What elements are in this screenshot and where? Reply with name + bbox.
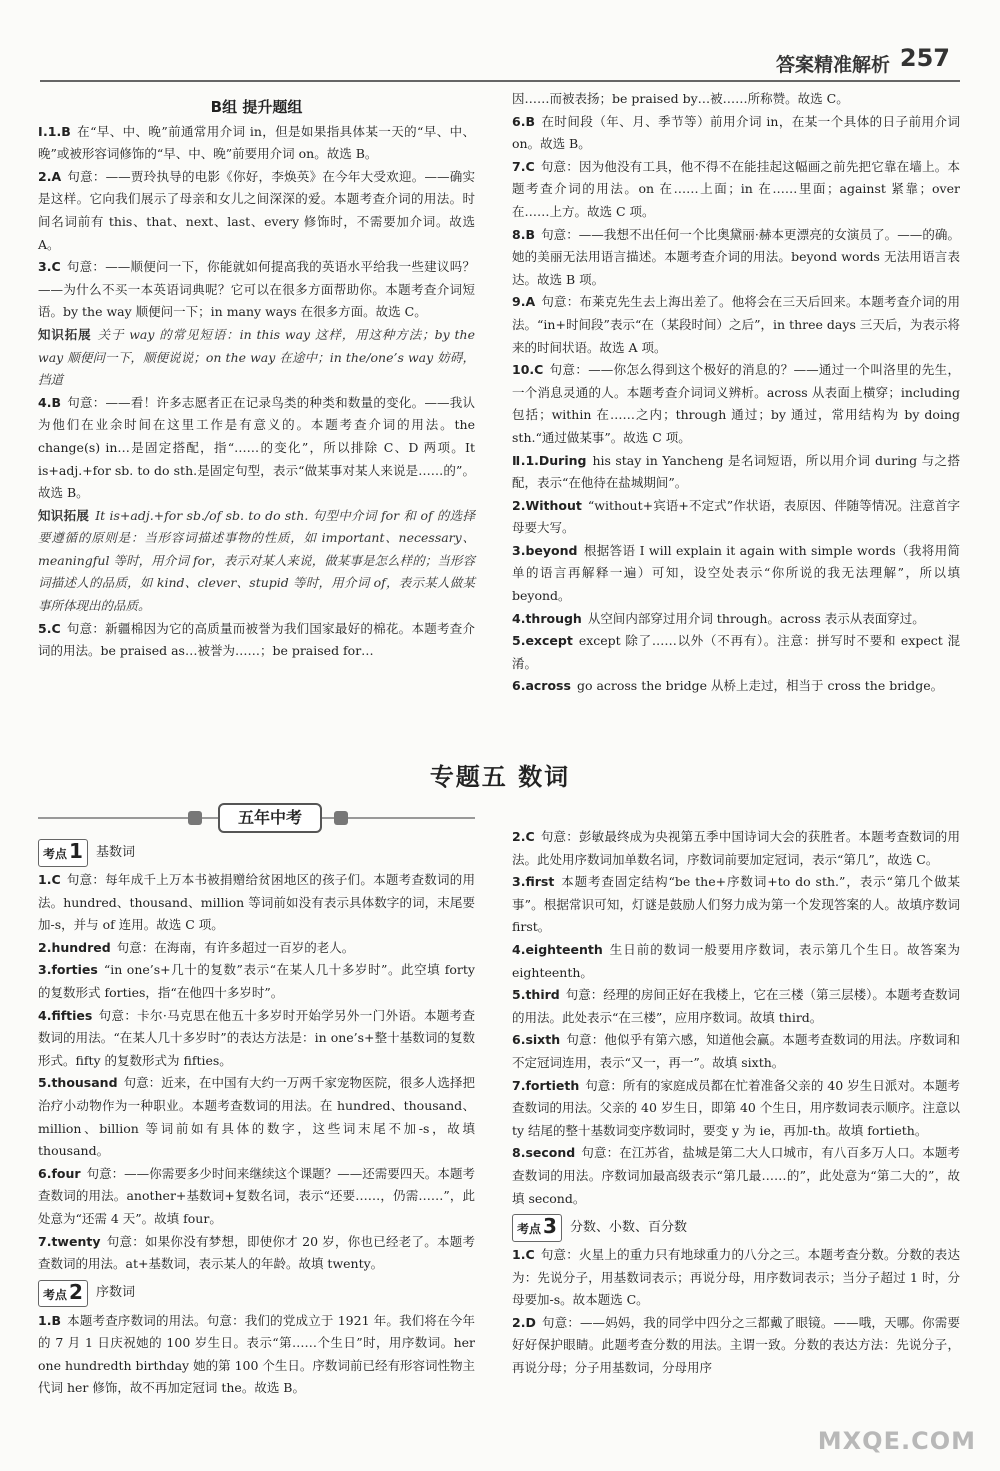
answer-entry: 2.C 句意：彭敏最终成为央视第五季中国诗词大会的获胜者。本题考查数词的用法。此处用序数词加单数名词，序数词前要加定冠词，表示“第几”，故选 C。: [512, 829, 960, 867]
topic-title: 专题五 数词: [429, 763, 571, 791]
answer-entry: 2.A 句意：——贾玲执导的电影《你好，李焕英》在今年大受欢迎。——确实是这样。它向我们展示了母亲和女儿之间深深的爱。本题考查介词的用法。时间名词前有 this、that、next、last、every 修饰时，不需要加介词。故选 A。: [38, 168, 475, 252]
answer-entry: 6.sixth 句意：他似乎有第六感，知道他会赢。本题考查数词的用法。序数词和不定冠词连用，表示“又一，再一”。故填 sixth。: [512, 1032, 960, 1070]
header-divider: [40, 80, 960, 82]
answer-entry: 3.beyond 根据答语 I will explain it again with simple words（我将用简单的语言再解释一遍）可知，设空处表示“你所说的我无法理解”，所以填 beyond。: [512, 542, 960, 604]
answer-entry: 因……而被表扬；be praised by…被……所称赞。故选 C。: [512, 91, 849, 106]
answer-entry: 4.eighteenth 生日前的数词一般要用序数词，表示第几个生日。故答案为 eighteenth。: [512, 941, 960, 980]
answer-entry: 2.D 句意：——妈妈，我的同学中四分之三都戴了眼镜。——哦，天哪。你需要好好保护眼睛。此题考查分数的用法。主谓一致。分数的表达方法：先说分子，再说分母；分子用基数词，分母用序: [512, 1314, 960, 1376]
page-header: [0, 44, 1000, 88]
answer-entry: 2.hundred 句意：在海南，有许多超过一百岁的老人。: [38, 939, 355, 955]
banner-label: 五年中考: [218, 803, 322, 833]
header-title: 答案精准解析: [775, 54, 890, 76]
numerals-right-column: [512, 826, 960, 1380]
answer-entry: 3.forties “in one’s+几十的复数”表示“在某人几十多岁时”。此空填 forty 的复数形式 forties，指“在他四十多岁时”。: [38, 962, 475, 1000]
square-icon: [334, 811, 348, 825]
answer-entry: 5.third 句意：经理的房间正好在我楼上，它在三楼（第三层楼）。本题考查数词的用法。此处表示“在三楼”，应用序数词。故填 third。: [512, 987, 960, 1025]
answer-entry: 2.Without “without+宾语+不定式”作状语，表原因、伴随等情况。注意首字母要大写。: [512, 497, 960, 536]
answer-entry: 3.C 句意：——顺便问一下，你能就如何提高我的英语水平给我一些建议吗？——为什么不买一本英语词典呢？它可以在很多方面帮助你。本题考查介词短语。by the way 顺便问一下；in many ways 在很多方面。故选 C。: [38, 259, 475, 320]
answer-entry: 1.C 句意：每年成千上万本书被捐赠给贫困地区的孩子们。本题考查数词的用法。hundred、thousand、million 等词前如没有表示具体数字的词，末尾要加-s，并与 of 连用。故选 C 项。: [38, 872, 475, 933]
answer-entry: 8.second 句意：在江苏省，盐城是第二大人口城市，有八百多万人口。本题考查数词的用法。序数词加最高级表示“第几最……的”，此处意为“第二大的”，故填 second。: [512, 1145, 960, 1206]
answer-entry: 1.C 句意：火星上的重力只有地球重力的八分之三。本题考查分数。分数的表达为：先说分子，用基数词表示；再说分母，用序数词表示；当分子超过 1 时，分母要加-s。故本题选 C。: [512, 1247, 960, 1308]
five-year-banner: [38, 803, 475, 833]
answer-entry: 4.through 从空间内部穿过用介词 through。across 表示从表面穿过。: [512, 610, 925, 626]
answer-entry: 7.C 句意：因为他没有工具，他不得不在能挂起这幅画之前先把它靠在墙上。本题考查介词的用法。on 在……上面；in 在……里面；against 紧靠；over 在……上方。故选 C 项。: [512, 158, 960, 219]
watermark-logo: MXQE.COM: [817, 1427, 976, 1455]
answer-entry: 7.fortieth 句意：所有的家庭成员都在忙着准备父亲的 40 岁生日派对。本题考查数词的用法。父亲的 40 岁生日，即第 40 个生日，用序数词表示顺序。注意以 ty 结尾的整十基数词变序数词时，要变 y 为 ie，再加-th。故填 fortieth。: [512, 1077, 960, 1138]
answer-entry: 6.B 在时间段（年、月、季节等）前用介词 in，在某一个具体的日子前用介词 on。故选 B。: [512, 113, 960, 152]
answer-entry: 1.B 本题考查序数词的用法。句意：我们的党成立于 1921 年。我们将在今年的 7 月 1 日庆祝她的 100 岁生日。表示“第……个生日”时，用序数词。her one hundredth birthday 她的第 100 个生日。序数词前已经有形容词性物主代词 her 修饰，故不再加定冠词 the。故选 B。: [38, 1312, 475, 1396]
answer-entry: 5.thousand 句意：近来，在中国有大约一万两千家宠物医院，很多人选择把治疗小动物作为一种职业。本题考查数词的用法。在 hundred、thousand、million、billion 等词前如有具体的数字，这些词末尾不加-s，故填 thousand。: [38, 1075, 475, 1159]
kaodian-2-header: 考点 2 序数词: [38, 1280, 475, 1308]
numerals-left-column: [38, 803, 475, 1400]
knowledge-extension: 知识拓展 It is+adj.+for sb./of sb. to do sth. 句型中介词 for 和 of 的选择要遵循的原则是：当形容词描述事物的性质，如 important、necessary、meaningful 等时，用介词 for，表示对某人来说，做某事是怎么样的；当形容词描述人的品质，如 kind、clever、stupid 等时，用介词 of，表示某人做某事所体现出的品质。: [38, 507, 475, 614]
answer-entry: 4.fifties 句意：卡尔·马克思在他五十多岁时开始学另外一门外语。本题考查数词的用法。“在某人几十多岁时”的表达方法是：in one’s+整十基数词的复数形式。fifty 的复数形式为 fifties。: [38, 1007, 475, 1068]
section-b-left-column: [38, 96, 475, 663]
answer-entry: Ⅱ.1.During his stay in Yancheng 是名词短语，所以用介词 during 与之搭配，表示“在他待在盐城期间”。: [512, 452, 960, 491]
kaodian-3-header: 考点 3 分数、小数、百分数: [512, 1214, 960, 1242]
answer-entry: 8.B 句意：——我想不出任何一个比奥黛丽·赫本更漂亮的女演员了。——的确。她的美丽无法用语言描述。本题考查介词的用法。beyond words 无法用语言表达。故选 B 项。: [512, 226, 960, 287]
square-icon: [188, 811, 202, 825]
kaodian-1-header: 考点 1 基数词: [38, 839, 475, 867]
answer-entry: 10.C 句意：——你怎么得到这个极好的消息的？——通过一个叫洛里的先生，一个消息灵通的人。本题考查介词词义辨析。across 从表面上横穿；including 包括；within 在……之内；through 通过；by 通过，常用结构为 by doing sth.“通过做某事”。故选 C 项。: [512, 362, 960, 445]
answer-entry: Ⅰ.1.B 在“早、中、晚”前通常用介词 in，但是如果指具体某一天的“早、中、晚”或被形容词修饰的“早、中、晚”前要用介词 on。故选 B。: [38, 123, 476, 162]
answer-entry: 6.across go across the bridge 从桥上走过，相当于 cross the bridge。: [512, 678, 944, 694]
section-b-title: B组 提升题组: [210, 98, 303, 116]
answer-entry: 3.first 本题考查固定结构“be the+序数词+to do sth.”，表示“第几个做某事”。根据常识可知，灯谜是鼓励人们努力成为第一个发现答案的人。故填序数词 first。: [512, 874, 960, 935]
page-number: 257: [899, 44, 950, 72]
answer-entry: 5.C 句意：新疆棉因为它的高质量而被誉为我们国家最好的棉花。本题考查介词的用法。be praised as…被誉为……；be praised for…: [38, 620, 475, 659]
answer-entry: 7.twenty 句意：如果你没有梦想，即使你才 20 岁，你也已经老了。本题考查数词的用法。at+基数词，表示某人的年龄。故填 twenty。: [38, 1233, 475, 1272]
knowledge-extension: 知识拓展 关于 way 的常见短语：in this way 这样，用这种方法；by the way 顺便问一下，顺便说说；on the way 在途中；in the/one’s way 妨碍，挡道: [38, 326, 475, 388]
answer-entry: 6.four 句意：——你需要多少时间来继续这个课题？——还需要四天。本题考查数词的用法。another+基数词+复数名词，表示“还要……，仍需……”，此处意为“还需 4 天”。故填 four。: [38, 1165, 475, 1226]
section-b-right-column: [512, 88, 960, 698]
answer-entry: 9.A 句意：布莱克先生去上海出差了。他将会在三天后回来。本题考查介词的用法。“in+时间段”表示“在（某段时间）之后”，in three days 三天后，为表示将来的时间状语。故选 A 项。: [512, 294, 960, 355]
answer-entry: 4.B 句意：——看！许多志愿者正在记录鸟类的种类和数量的变化。——我认为他们在业余时间在这里工作是有意义的。本题考查介词的用法。the change(s) in…是固定搭配，指“……的变化”，所以排除 C、D 两项。It is+adj.+for sb. to do sth.是固定句型，表示“做某事对某人来说是……的”。故选 B。: [38, 394, 475, 501]
answer-entry: 5.except except 除了……以外（不再有）。注意：拼写时不要和 expect 混淆。: [512, 633, 960, 671]
